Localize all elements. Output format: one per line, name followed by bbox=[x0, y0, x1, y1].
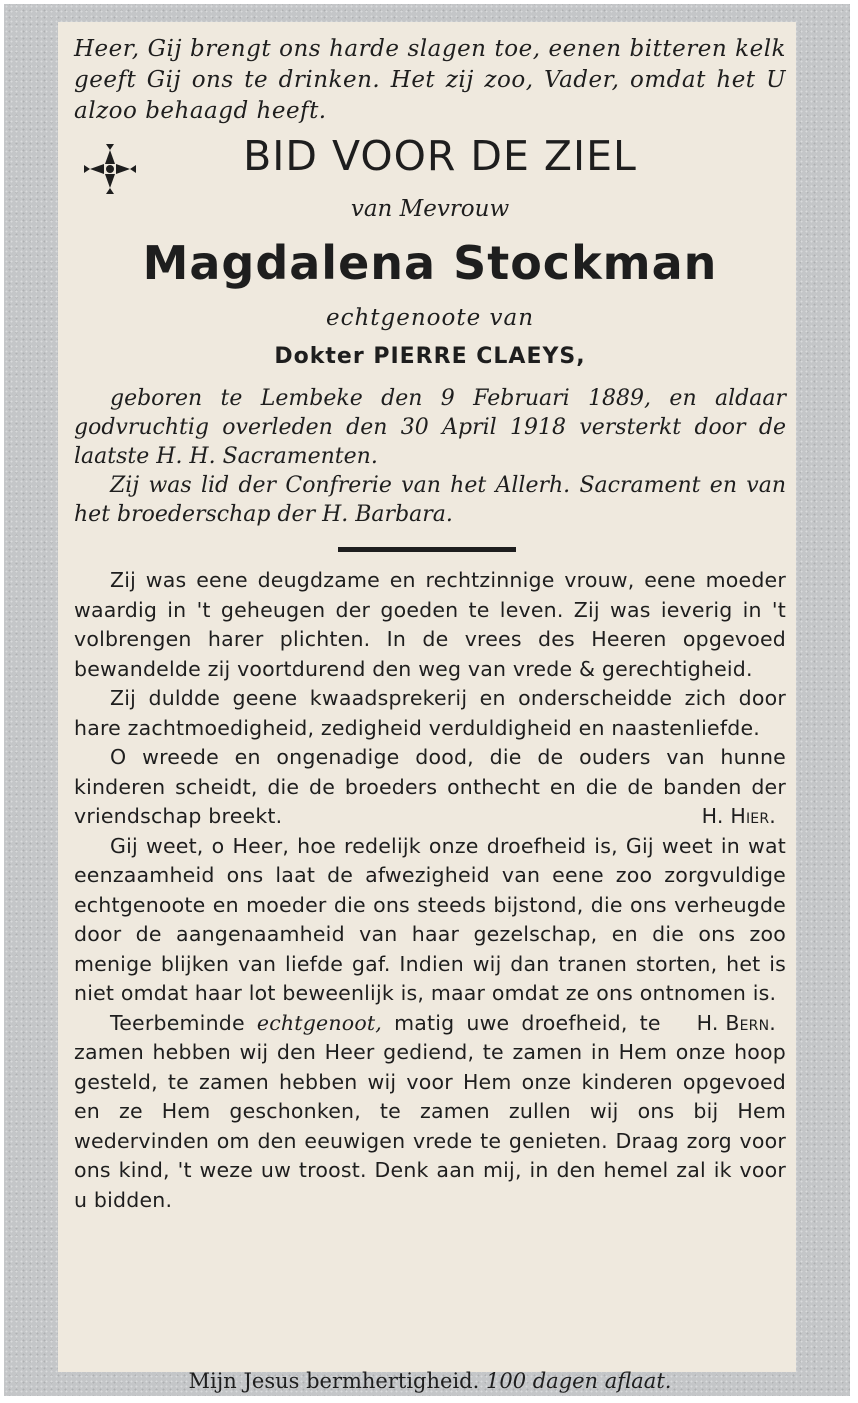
paragraph-meekness: Zij duldde geene kwaadsprekerij en onderscheidde zich door hare zachtmoedigheid, zedigheid verduldigheid en naastenliefde. bbox=[74, 686, 786, 740]
quote-hier: O wreede en ongenadige dood, die de ouders van hunne kinderen scheidt, die de broeders onthecht en die de banden der vriendschap breekt. bbox=[74, 745, 786, 828]
deceased-name: Magdalena Stockman bbox=[142, 236, 718, 290]
indulgence-footer bbox=[74, 1369, 786, 1393]
paragraph-death bbox=[74, 743, 786, 832]
spouse-intro: echtgenoote van bbox=[325, 305, 535, 331]
cross-icon bbox=[84, 144, 136, 194]
biography bbox=[74, 384, 786, 529]
paragraph-spouse bbox=[74, 1009, 786, 1216]
paragraph-virtues: Zij was eene deugdzame en rechtzinnige vrouw, eene moeder waardig in 't geheugen der goeden te leven. Zij was ieverig in 't volbrengen harer plichten. In de vrees des Heeren opgevoed bewandelde zij voortdurend den weg van vrede & gerechtigheid. bbox=[74, 568, 786, 681]
spouse-name: Dokter PIERRE CLAEYS, bbox=[274, 344, 586, 369]
opening-verse bbox=[74, 34, 786, 127]
spouse-address-rest: matig uwe droefheid, te zamen hebben wij den Heer gediend, te zamen in Hem onze hoop gesteld, te zamen hebben wij voor Hem onze kinderen opgevoed en ze Hem geschonken, te zamen zullen wij ons bij Hem wedervinden om den eeuwigen vrede te genieten. Draag zorg voor ons kind, 't weze uw troost. Denk aan mij, in den hemel zal ik voor u bidden. bbox=[74, 1010, 786, 1212]
indulgence-note: 100 dagen aflaat. bbox=[485, 1369, 672, 1393]
attribution-hier: H. Hier. bbox=[701, 804, 776, 828]
prayer-heading: BID VOOR DE ZIEL bbox=[243, 132, 637, 180]
spouse-address-em: echtgenoot, bbox=[256, 1010, 383, 1035]
quote-bern: Gij weet, o Heer, hoe redelijk onze droefheid is, Gij weet in wat eenzaamheid ons laat de afwezigheid van eene zoo zorgvuldige echtgenoote en moeder die ons steeds bijstond, die ons verheugde door de aangenaamheid van haar gezelschap, en die ons zoo menige blijken van liefde gaf. Indien wij dan tranen storten, het is niet omdat haar lot beweenlijk is, maar omdat ze ons ontnomen is. bbox=[74, 833, 786, 1005]
attribution-bern: H. Bern. bbox=[696, 1010, 776, 1035]
spouse-address-start: Teerbeminde bbox=[110, 1010, 245, 1035]
confraternity-text: Zij was lid der Confrerie van het Allerh. Sacrament en van het broederschap der H. Barbara. bbox=[74, 473, 786, 527]
verse-text: Heer, Gij brengt ons harde slagen toe, eenen bitteren kelk geeft Gij ons te drinken. Het zij zoo, Vader, omdat het U alzoo behaagd heeft. bbox=[74, 36, 786, 124]
divider-rule bbox=[338, 547, 516, 552]
title-line: van Mevrouw bbox=[350, 196, 510, 222]
closing-prayer: Mijn Jesus bermhertigheid. bbox=[188, 1369, 480, 1393]
birth-death-text: geboren te Lembeke den 9 Februari 1889, en aldaar godvruchtig overleden den 30 April 1918 versterkt door de laatste H. H. Sacramenten. bbox=[74, 386, 786, 469]
memorial-body bbox=[74, 566, 786, 1215]
